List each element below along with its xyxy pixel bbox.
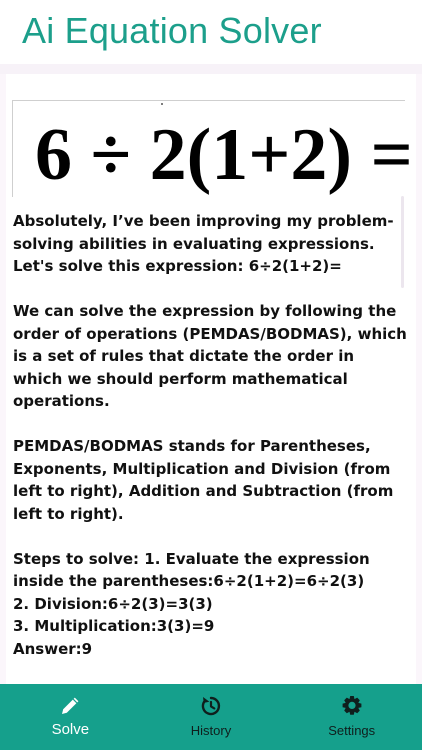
solution-step: Steps to solve: 1. Evaluate the expression inside the parentheses:6÷2(1+2)=6÷2(3): [13, 549, 370, 590]
image-artifact-dot: [161, 103, 163, 105]
solution-step: 2. Division:6÷2(3)=3(3): [13, 594, 213, 613]
nav-history-tab[interactable]: [141, 684, 282, 750]
paragraph-spacer: [13, 278, 408, 301]
solution-step: 3. Multiplication:3(3)=9: [13, 617, 215, 635]
answer-paragraph-intro: Absolutely, I’ve been improving my problem-solving abilities in evaluating expressions. Let's solve this expression: 6÷2(1+2)=: [13, 212, 394, 275]
nav-solve-tab[interactable]: [0, 684, 141, 750]
paragraph-spacer: [13, 413, 408, 436]
left-gutter: [0, 74, 6, 684]
app-title: Ai Equation Solver: [22, 10, 322, 51]
nav-settings-tab[interactable]: [281, 684, 422, 750]
equation-text: 6 ÷ 2(1+2) =: [35, 114, 413, 196]
equation-image: [12, 100, 413, 197]
solution-content[interactable]: [0, 74, 422, 684]
answer-paragraph-order: We can solve the expression by following the order of operations (PEMDAS/BODMAS), which is a set of rules that dictate the order in which we should perform mathematical operations.: [13, 302, 407, 410]
nav-settings-label: Settings: [328, 723, 376, 738]
header-divider: [0, 64, 422, 74]
gear-icon: [340, 694, 364, 718]
pencil-icon: [58, 694, 82, 718]
bottom-navigation: [0, 684, 422, 750]
paragraph-spacer: [13, 525, 408, 548]
right-gutter: [416, 74, 422, 684]
history-icon: [199, 694, 223, 718]
nav-solve-label: Solve: [51, 721, 90, 738]
answer-text: [13, 210, 408, 660]
answer-paragraph-definition: PEMDAS/BODMAS stands for Parentheses, Exponents, Multiplication and Division (from left to right), Addition and Subtraction (from left to right).: [13, 437, 394, 523]
nav-history-label: History: [190, 723, 232, 738]
final-answer: Answer:9: [13, 639, 93, 658]
content-scrollbar[interactable]: [401, 196, 404, 288]
